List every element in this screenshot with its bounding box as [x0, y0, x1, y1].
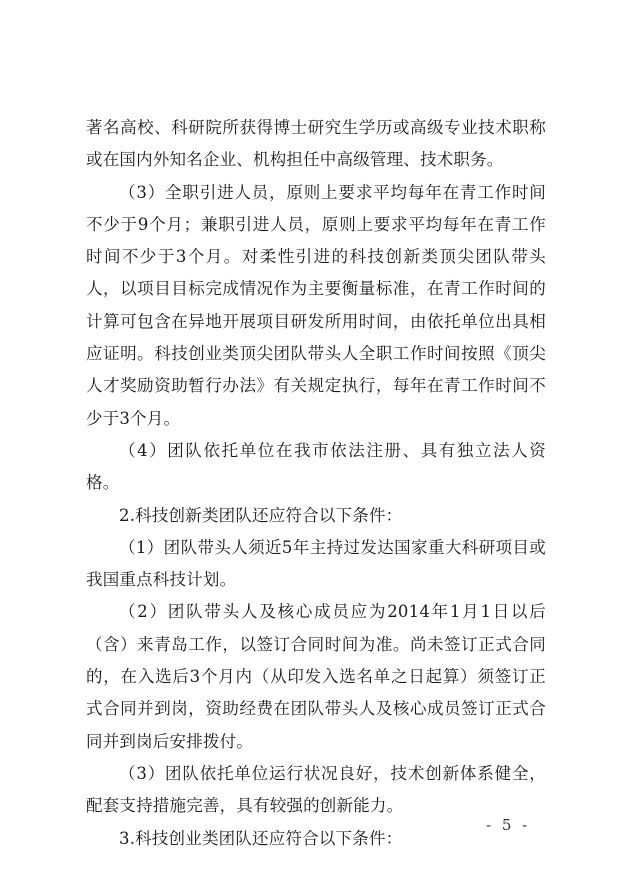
paragraph-item-4-legal-entity: （4）团队依托单位在我市依法注册、具有独立法人资格。 [86, 440, 546, 493]
paragraph-continuation: 著名高校、科研院所获得博士研究生学历或高级专业技术职称或在国内外知名企业、机构担任中高级管理、技术职务。 [86, 118, 546, 170]
page-number: - 5 - [486, 816, 531, 834]
paragraph-innovation-item-2: （2）团队带头人及核心成员应为2014年1月1日以后（含）来青岛工作，以签订合同时间为准。尚未签订正式合同的，在入选后3个月内（从印发入选名单之日起算）须签订正式合同并到岗，资助经费在团队带头人及核心成员签订正式合同并到岗后安排拨付。 [86, 602, 546, 751]
section-heading-entrepreneurship-teams: 3.科技创业类团队还应符合以下条件： [119, 828, 403, 848]
paragraph-innovation-item-1: （1）团队带头人须近5年主持过发达国家重大科研项目或我国重点科技计划。 [86, 537, 546, 590]
paragraph-innovation-item-3: （3）团队依托单位运行状况良好，技术创新体系健全，配套支持措施完善，具有较强的创新能力。 [86, 763, 546, 816]
section-heading-innovation-teams: 2.科技创新类团队还应符合以下条件： [119, 505, 403, 525]
paragraph-item-3-work-time: （3）全职引进人员，原则上要求平均每年在青工作时间不少于9个月；兼职引进人员，原则上要求平均每年在青工作时间不少于3个月。对柔性引进的科技创新类顶尖团队带头人，以项目目标完成情况作为主要衡量标准，在青工作时间的计算可包含在异地开展项目研发所用时间，由依托单位出具相应证明。科技创业类顶尖团队带头人全职工作时间按照《顶尖人才奖励资助暂行办法》有关规定执行，每年在青工作时间不少于3个月。 [86, 182, 546, 428]
body-text [86, 112, 546, 855]
